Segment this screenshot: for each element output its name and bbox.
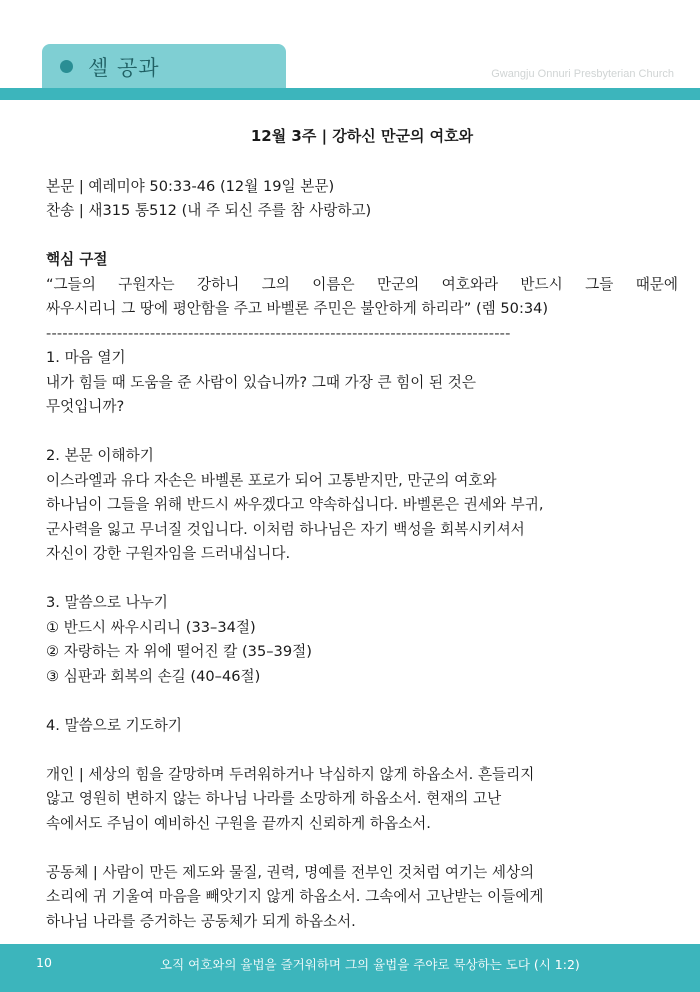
key-verse-line: 싸우시리니 그 땅에 평안함을 주고 바벨론 주민은 불안하게 하리라” (렘 50:34) [46,300,549,317]
divider: ------------------------------------------------------------------------------------- [46,324,511,342]
paragraph-line: 자신이 강한 구원자임을 드러내십니다. [46,545,291,562]
header-bar [0,88,700,100]
paragraph-line: 군사력을 잃고 무너질 것입니다. 이처럼 하나님은 자기 백성을 회복시키셔서 [46,520,525,538]
page-number: 10 [36,955,52,970]
hymn-line: 찬송 | 새315 통512 (내 주 되신 주를 참 사랑하고) [46,202,372,219]
prayer-line: 공동체 | 사람이 만든 제도와 물질, 권력, 명예를 전부인 것처럼 여기는 세상의 [46,863,535,881]
header-title: 셀 공과 [88,56,160,80]
page-content [46,124,678,934]
key-verse-line: “그들의 구원자는 강하니 그의 이름은 만군의 여호와라 반드시 그들 때문에 [46,275,678,293]
prayer-line: 않고 영원히 변하지 않는 하나님 나라를 소망하게 하옵소서. 현재의 고난 [46,790,502,807]
footer-quote: 오직 여호와의 율법을 즐거워하며 그의 율법을 주야로 묵상하는 도다 (시 1:2) [160,957,580,972]
header-tab [42,44,286,88]
paragraph-line: 내가 힘들 때 도움을 준 사람이 있습니까? 그때 가장 큰 힘이 된 것은 [46,373,476,391]
list-item: ② 자랑하는 자 위에 떨어진 칼 (35–39절) [46,643,312,660]
bullet-dot-icon [60,60,73,73]
footer-bar [0,944,700,992]
church-name: Gwangju Onnuri Presbyterian Church [491,68,674,80]
key-verse-label: 핵심 구절 [46,251,108,268]
prayer-line: 개인 | 세상의 힘을 갈망하며 두려워하거나 낙심하지 않게 하옵소서. 흔들리지 [46,765,535,783]
paragraph-line: 하나님이 그들을 위해 반드시 싸우겠다고 약속하십니다. 바벨론은 권세와 부귀, [46,496,544,513]
section-title: 1. 마음 열기 [46,349,126,366]
prayer-line: 하나님 나라를 증거하는 공동체가 되게 하옵소서. [46,912,356,930]
section-title: 2. 본문 이해하기 [46,447,154,464]
section-title: 3. 말씀으로 나누기 [46,594,168,611]
prayer-line: 소리에 귀 기울여 마음을 빼앗기지 않게 하옵소서. 그속에서 고난받는 이들에게 [46,888,544,905]
paragraph-line: 이스라엘과 유다 자손은 바벨론 포로가 되어 고통받지만, 만군의 여호와 [46,471,497,489]
lesson-heading: 12월 3주 | 강하신 만군의 여호와 [250,127,474,145]
list-item: ① 반드시 싸우시리니 (33–34절) [46,618,256,636]
paragraph-line: 무엇입니까? [46,398,125,415]
list-item: ③ 심판과 회복의 손길 (40–46절) [46,667,261,685]
section-title: 4. 말씀으로 기도하기 [46,716,182,734]
prayer-line: 속에서도 주님이 예비하신 구원을 끝까지 신뢰하게 하옵소서. [46,814,431,832]
scripture-line: 본문 | 예레미야 50:33-46 (12월 19일 본문) [46,177,335,195]
